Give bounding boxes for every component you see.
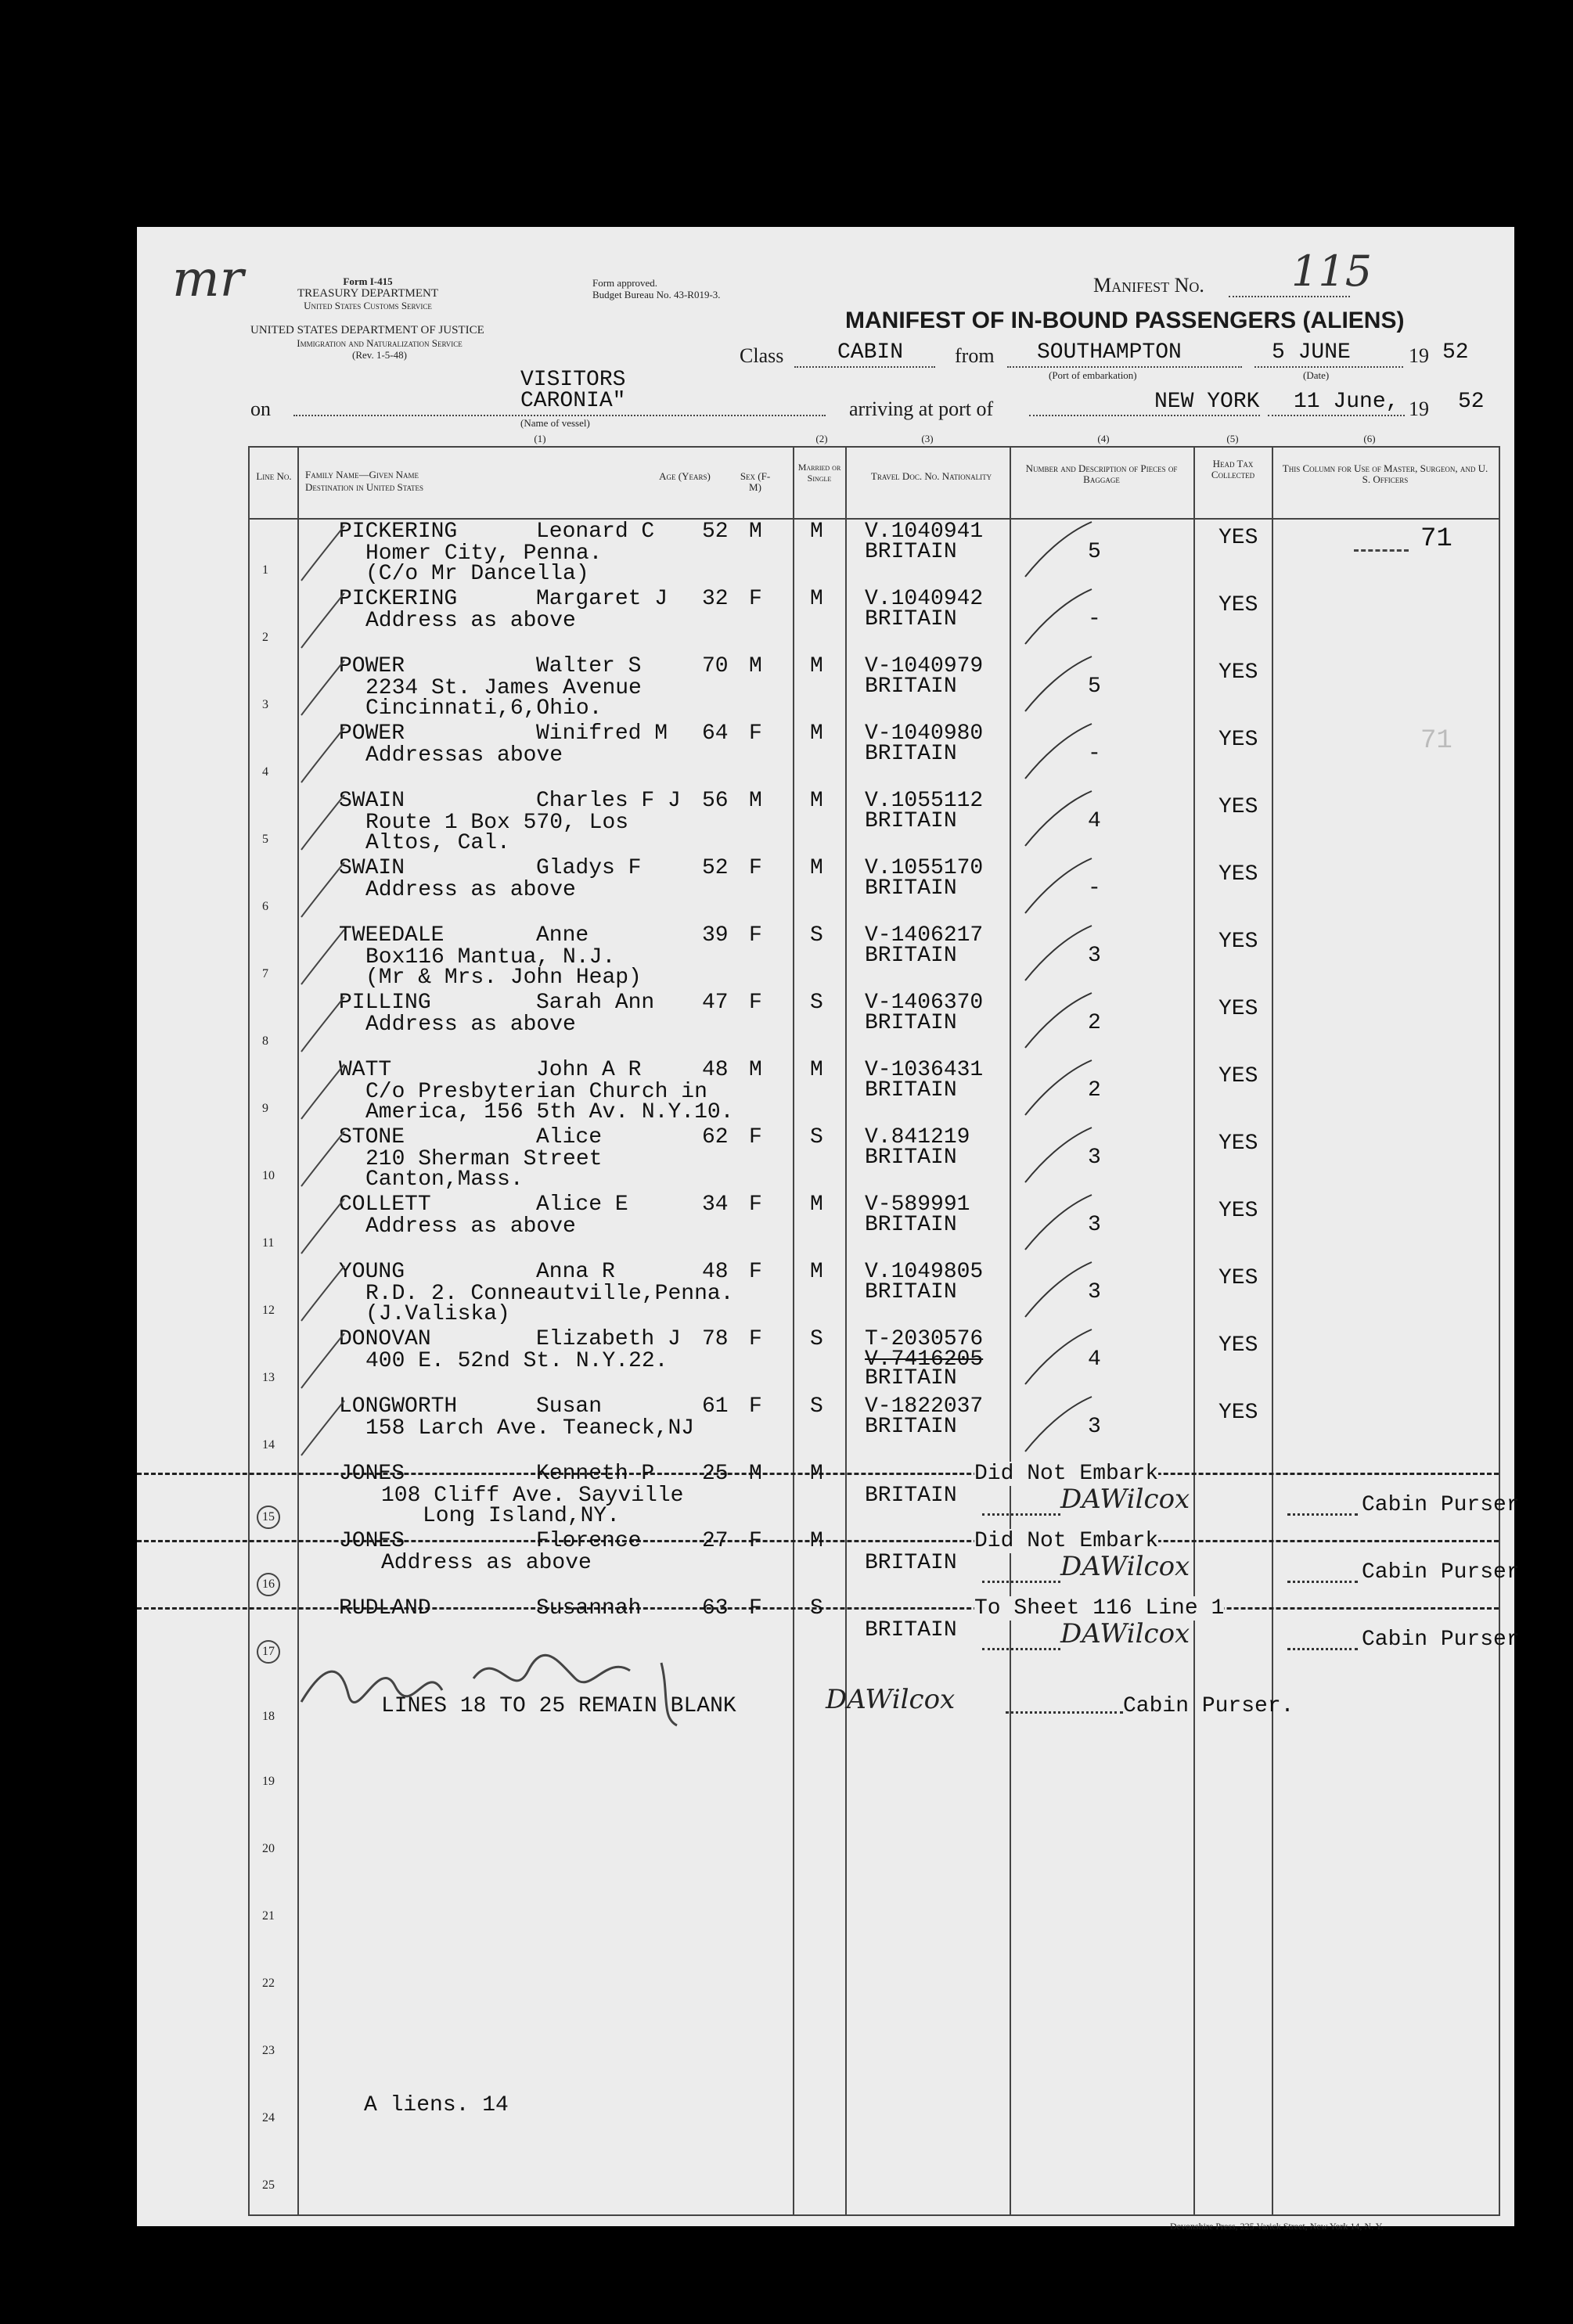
marital-status: M	[810, 1058, 823, 1082]
marital-status: M	[810, 1193, 823, 1217]
address-line-1: Address as above	[381, 1551, 592, 1575]
head-tax: YES	[1218, 1333, 1258, 1358]
line-number: 23	[262, 2044, 275, 2057]
nationality: BRITAIN	[865, 1146, 957, 1170]
address-line-1: Box116 Mantua, N.J.	[365, 945, 616, 970]
marital-status: S	[810, 1394, 823, 1419]
name-tick	[297, 926, 352, 988]
dotted-leader	[1287, 1581, 1358, 1583]
name-tick	[297, 1329, 352, 1392]
sex: F	[749, 1327, 762, 1351]
line-number: 12	[262, 1304, 275, 1317]
sex: F	[749, 721, 762, 746]
sex: F	[749, 1125, 762, 1149]
on-label: on	[250, 398, 271, 420]
line-number: 19	[262, 1775, 275, 1788]
nationality: BRITAIN	[865, 540, 957, 564]
travel-doc-number: V-1040980	[865, 721, 984, 746]
line-number: 11	[262, 1236, 275, 1250]
marital-status: M	[810, 654, 823, 678]
family-name: RUDLAND	[339, 1596, 431, 1621]
handwritten-annotation: ​	[295, 1643, 300, 1675]
col-sex: Sex (F-M)	[740, 470, 771, 493]
officer-note: 71	[1420, 726, 1452, 756]
nationality: BRITAIN	[865, 1484, 957, 1508]
from-label: from	[955, 344, 995, 367]
given-name: Gladys F	[536, 856, 642, 880]
travel-doc-number: V-589991	[865, 1193, 970, 1217]
travel-doc-number: V-1036431	[865, 1058, 984, 1082]
baggage-count: 4	[1088, 809, 1101, 833]
line-number: 20	[262, 1842, 275, 1855]
family-name: DONOVAN	[339, 1327, 431, 1351]
address-line-2: (J.Valiska)	[365, 1302, 510, 1326]
nationality: BRITAIN	[865, 742, 957, 766]
sex: F	[749, 587, 762, 611]
purser-title: Cabin Purser	[1362, 1560, 1520, 1585]
name-tick	[297, 589, 352, 652]
age: 78	[702, 1327, 729, 1351]
nationality: BRITAIN	[865, 1213, 957, 1237]
arrival-year-prefix: 19	[1409, 398, 1429, 420]
check-tick	[1010, 1124, 1096, 1186]
dotted-leader	[982, 1648, 1060, 1650]
col-married: Married or Single	[797, 462, 841, 484]
name-tick	[297, 993, 352, 1056]
address-line-1: 108 Cliff Ave. Sayville	[381, 1484, 684, 1508]
name-tick	[297, 1262, 352, 1325]
baggage-count: 3	[1088, 1213, 1101, 1237]
form-number: Form I-415	[343, 275, 393, 287]
check-tick	[1010, 1258, 1096, 1321]
line-number: 9	[262, 1102, 268, 1115]
embark-status: To Sheet 116 Line 1	[974, 1596, 1225, 1621]
purser-title: Cabin Purser	[1362, 1628, 1520, 1652]
age: 48	[702, 1058, 729, 1082]
purser-signature: DAWilcox	[826, 1684, 956, 1715]
sex: M	[749, 1058, 762, 1082]
nationality: BRITAIN	[865, 876, 957, 901]
age: 48	[702, 1260, 729, 1284]
family-name: PILLING	[339, 991, 431, 1015]
line-number: 24	[262, 2111, 275, 2124]
col-head-tax: Head Tax Collected	[1211, 458, 1255, 480]
dotted-leader	[1287, 1513, 1358, 1516]
col-age: Age (Years)	[659, 470, 711, 482]
embark-port: SOUTHAMPTON	[1037, 340, 1182, 365]
address-line-2: (C/o Mr Dancella)	[365, 562, 589, 586]
nationality: BRITAIN	[865, 809, 957, 833]
baggage-count: 4	[1088, 1347, 1101, 1372]
address-line-1: Addressas above	[365, 743, 563, 768]
col-travel-doc: Travel Doc. No. Nationality	[870, 470, 992, 482]
baggage-count: 3	[1088, 1146, 1101, 1170]
name-tick	[297, 858, 352, 921]
arriving-label: arriving at port of	[849, 398, 994, 420]
sex: F	[749, 1260, 762, 1284]
manifest-sheet	[137, 227, 1520, 2232]
dotted-leader	[1287, 1648, 1358, 1650]
family-name: PICKERING	[339, 520, 458, 544]
address-line-1: Route 1 Box 570, Los	[365, 811, 629, 835]
sex: M	[749, 654, 762, 678]
customs-label: United States Customs Service	[304, 300, 432, 311]
given-name: Kenneth P	[536, 1462, 655, 1486]
dotted-leader	[982, 1513, 1060, 1516]
age: 56	[702, 789, 729, 813]
head-tax: YES	[1218, 728, 1258, 752]
line-number: 14	[262, 1438, 275, 1452]
baggage-count: -	[1088, 607, 1101, 631]
line-number: 25	[262, 2178, 275, 2192]
check-tick	[1010, 1191, 1096, 1254]
given-name: Anne	[536, 923, 589, 948]
marital-status: S	[810, 1327, 823, 1351]
sex: M	[749, 789, 762, 813]
officer-note: 71	[1420, 524, 1452, 554]
line-number: 4	[262, 765, 268, 779]
line-number: 13	[262, 1371, 275, 1384]
travel-doc-number: V.1040942	[865, 587, 984, 611]
line-number: 16	[257, 1573, 280, 1596]
embark-status: Did Not Embark	[974, 1529, 1159, 1553]
vessel-caption: (Name of vessel)	[520, 417, 590, 429]
travel-doc-number: V-1822037	[865, 1394, 984, 1419]
treasury-label: TREASURY DEPARTMENT	[297, 287, 439, 300]
line-number: 10	[262, 1169, 275, 1182]
address-line-1: Address as above	[365, 878, 576, 902]
purser-signature: DAWilcox	[1060, 1551, 1190, 1582]
head-tax: YES	[1218, 593, 1258, 617]
port-caption: (Port of embarkation)	[1049, 369, 1137, 381]
given-name: Sarah Ann	[536, 991, 655, 1015]
check-tick	[1010, 854, 1096, 917]
sex: F	[749, 856, 762, 880]
check-tick	[1010, 1393, 1096, 1455]
budget-bureau: Budget Bureau No. 43-R019-3.	[592, 289, 721, 300]
marital-status: S	[810, 923, 823, 948]
arrival-year: 52	[1458, 390, 1485, 414]
head-tax: YES	[1218, 526, 1258, 550]
col-destination: Destination in United States	[305, 481, 424, 493]
handwritten-scribble	[293, 1631, 700, 1733]
form-approved: Form approved.	[592, 277, 658, 289]
printer-imprint: Devonshire Press, 225 Varick Street, New York 14, N. Y.	[1170, 2221, 1384, 2232]
family-name: JONES	[339, 1529, 405, 1553]
given-name: Winifred M	[536, 721, 668, 746]
family-name: TWEEDALE	[339, 923, 445, 948]
sex: M	[749, 520, 762, 544]
sex: F	[749, 991, 762, 1015]
check-tick	[1010, 1326, 1096, 1388]
address-line-1: 2234 St. James Avenue	[365, 676, 642, 700]
head-tax: YES	[1218, 997, 1258, 1021]
visitors-label: VISITORS	[520, 368, 626, 392]
given-name: Susannah	[536, 1596, 642, 1621]
given-name: Elizabeth J	[536, 1327, 681, 1351]
baggage-count: 3	[1088, 1415, 1101, 1439]
head-tax: YES	[1218, 1266, 1258, 1290]
year-prefix: 19	[1409, 344, 1429, 367]
dotted-mark	[1354, 549, 1409, 552]
marital-status: M	[810, 789, 823, 813]
age: 52	[702, 520, 729, 544]
given-name: Leonard C	[536, 520, 655, 544]
name-tick	[297, 522, 352, 585]
rev-label: (Rev. 1-5-48)	[352, 349, 407, 361]
age: 27	[702, 1529, 729, 1553]
age: 64	[702, 721, 729, 746]
sex: M	[749, 1462, 762, 1486]
age: 52	[702, 856, 729, 880]
head-tax: YES	[1218, 862, 1258, 887]
head-tax: YES	[1218, 1401, 1258, 1425]
marital-status: M	[810, 587, 823, 611]
col-num: (2)	[815, 433, 828, 444]
head-tax: YES	[1218, 795, 1258, 819]
baggage-count: 3	[1088, 1280, 1101, 1304]
class-label: Class	[740, 344, 784, 367]
line-number: 22	[262, 1977, 275, 1990]
address-line-2: Canton,Mass.	[365, 1167, 524, 1192]
marital-status: M	[810, 520, 823, 544]
line-number: 3	[262, 698, 268, 711]
check-tick	[1010, 922, 1096, 984]
family-name: STONE	[339, 1125, 405, 1149]
family-name: SWAIN	[339, 789, 405, 813]
travel-doc-number: V-1406370	[865, 991, 984, 1015]
name-tick	[297, 1195, 352, 1257]
aliens-count: A liens. 14	[364, 2093, 509, 2117]
col-baggage: Number and Description of Pieces of Baggage	[1025, 462, 1178, 485]
marital-status: M	[810, 1529, 823, 1553]
baggage-count: 5	[1088, 675, 1101, 699]
baggage-count: 5	[1088, 540, 1101, 564]
marital-status: S	[810, 991, 823, 1015]
line-number: 21	[262, 1909, 275, 1923]
age: 47	[702, 991, 729, 1015]
justice-label: UNITED STATES DEPARTMENT OF JUSTICE	[250, 324, 484, 336]
check-tick	[1010, 989, 1096, 1052]
address-line-1: C/o Presbyterian Church in	[365, 1080, 707, 1104]
baggage-count: 3	[1088, 944, 1101, 968]
line-number: 7	[262, 967, 268, 980]
name-tick	[297, 1060, 352, 1123]
head-tax: YES	[1218, 930, 1258, 954]
travel-doc-number: V.1055170	[865, 856, 984, 880]
family-name: PICKERING	[339, 587, 458, 611]
given-name: Anna R	[536, 1260, 615, 1284]
travel-doc-number: V-1040979	[865, 654, 984, 678]
purser-signature: DAWilcox	[1060, 1618, 1190, 1649]
check-tick	[1010, 653, 1096, 715]
sex: F	[749, 1529, 762, 1553]
line-number: 5	[262, 833, 268, 846]
purser-title: Cabin Purser.	[1123, 1694, 1294, 1718]
age: 39	[702, 923, 729, 948]
marital-status: S	[810, 1596, 823, 1621]
marital-status: M	[810, 721, 823, 746]
family-name: JONES	[339, 1462, 405, 1486]
nationality: BRITAIN	[865, 1551, 957, 1575]
address-line-2: America, 156 5th Av. N.Y.10.	[365, 1100, 734, 1124]
ins-label: Immigration and Naturalization Service	[297, 337, 463, 349]
age: 62	[702, 1125, 729, 1149]
name-tick	[297, 791, 352, 854]
col-num: (1)	[534, 433, 546, 444]
arrival-port: NEW YORK	[1154, 390, 1260, 414]
address-line-2: Long Island,NY.	[423, 1504, 621, 1528]
given-name: John A R	[536, 1058, 642, 1082]
address-line-1: R.D. 2. Conneautville,Penna.	[365, 1282, 734, 1306]
age: 25	[702, 1462, 729, 1486]
given-name: Susan	[536, 1394, 603, 1419]
col-num: (4)	[1097, 433, 1110, 444]
marital-status: S	[810, 1125, 823, 1149]
age: 63	[702, 1596, 729, 1621]
col-officers: This Column for Use of Master, Surgeon, and U. S. Officers	[1282, 462, 1488, 485]
baggage-count: -	[1088, 742, 1101, 766]
address-line-1: 158 Larch Ave. Teaneck,NJ	[365, 1416, 695, 1441]
address-line-1: 400 E. 52nd St. N.Y.22.	[365, 1349, 668, 1373]
travel-doc-number: V.1055112	[865, 789, 984, 813]
head-tax: YES	[1218, 660, 1258, 685]
family-name: POWER	[339, 654, 405, 678]
given-name: Margaret J	[536, 587, 668, 611]
purser-title: Cabin Purser	[1362, 1493, 1520, 1517]
baggage-count: -	[1088, 876, 1101, 901]
check-tick	[1010, 518, 1096, 581]
nationality: BRITAIN	[865, 1280, 957, 1304]
family-name: SWAIN	[339, 856, 405, 880]
family-name: POWER	[339, 721, 405, 746]
blank-lines-note: LINES 18 TO 25 REMAIN BLANK	[381, 1694, 736, 1718]
sex: F	[749, 1394, 762, 1419]
travel-doc-number: V.841219	[865, 1125, 970, 1149]
family-name: YOUNG	[339, 1260, 405, 1284]
address-line-2: Cincinnati,6,Ohio.	[365, 696, 603, 721]
col-name: Family Name—Given Name	[305, 469, 419, 480]
baggage-count: 2	[1088, 1011, 1101, 1035]
date-caption: (Date)	[1303, 369, 1330, 381]
line-number: 8	[262, 1034, 268, 1048]
sex: F	[749, 1596, 762, 1621]
line-number: 2	[262, 631, 268, 644]
given-name: Walter S	[536, 654, 642, 678]
line-number: 6	[262, 900, 268, 913]
check-tick	[1010, 787, 1096, 850]
travel-doc-number: V.1049805	[865, 1260, 984, 1284]
nationality: BRITAIN	[865, 1618, 957, 1642]
name-tick	[297, 724, 352, 786]
travel-doc-number: V-1406217	[865, 923, 984, 948]
dotted-leader	[982, 1581, 1060, 1583]
purser-signature: DAWilcox	[1060, 1484, 1190, 1515]
age: 32	[702, 587, 729, 611]
age: 70	[702, 654, 729, 678]
given-name: Alice E	[536, 1193, 628, 1217]
address-line-2: (Mr & Mrs. John Heap)	[365, 966, 642, 990]
nationality: BRITAIN	[865, 1415, 957, 1439]
line-number: 17	[257, 1640, 280, 1664]
col-num: (3)	[921, 433, 934, 444]
sex: F	[749, 1193, 762, 1217]
corner-initial: mr	[172, 250, 244, 308]
manifest-number: 115	[1291, 246, 1373, 296]
nationality: BRITAIN	[865, 607, 957, 631]
head-tax: YES	[1218, 1131, 1258, 1156]
sex: F	[749, 923, 762, 948]
check-tick	[1010, 585, 1096, 648]
nationality: BRITAIN	[865, 1078, 957, 1103]
col-num: (6)	[1363, 433, 1376, 444]
family-name: WATT	[339, 1058, 392, 1082]
vessel-name: CARONIA"	[520, 389, 626, 413]
class-value: CABIN	[837, 340, 904, 365]
marital-status: M	[810, 1462, 823, 1486]
address-line-1: 210 Sherman Street	[365, 1147, 603, 1171]
line-number: 15	[257, 1506, 280, 1529]
head-tax: YES	[1218, 1199, 1258, 1223]
family-name: COLLETT	[339, 1193, 431, 1217]
arrival-date: 11 June,	[1294, 390, 1399, 414]
line-number: 18	[262, 1710, 275, 1723]
address-line-1: Address as above	[365, 1013, 576, 1037]
address-line-1: Address as above	[365, 609, 576, 633]
travel-doc-number: V.1040941	[865, 520, 984, 544]
marital-status: M	[810, 1260, 823, 1284]
embark-date: 5 JUNE	[1272, 340, 1351, 365]
given-name: Alice	[536, 1125, 603, 1149]
nationality: BRITAIN	[865, 675, 957, 699]
nationality: BRITAIN	[865, 1011, 957, 1035]
embark-year: 52	[1442, 340, 1469, 365]
nationality: BRITAIN	[865, 944, 957, 968]
col-num: (5)	[1226, 433, 1239, 444]
travel-doc-struck: V.7416205	[865, 1347, 984, 1372]
baggage-count: 2	[1088, 1078, 1101, 1103]
age: 34	[702, 1193, 729, 1217]
name-tick	[297, 1128, 352, 1190]
given-name: Florence	[536, 1529, 642, 1553]
manifest-title: MANIFEST OF IN-BOUND PASSENGERS (ALIENS)	[845, 308, 1405, 333]
manifest-no-label: Manifest No.	[1093, 274, 1204, 297]
address-line-2: Altos, Cal.	[365, 831, 510, 855]
given-name: Charles F J	[536, 789, 681, 813]
name-tick	[297, 657, 352, 719]
head-tax: YES	[1218, 1064, 1258, 1088]
travel-doc-number: T-2030576	[865, 1327, 984, 1351]
marital-status: M	[810, 856, 823, 880]
col-line-no: Line No.	[256, 470, 292, 482]
family-name: LONGWORTH	[339, 1394, 458, 1419]
address-line-1: Address as above	[365, 1214, 576, 1239]
name-tick	[297, 1397, 352, 1459]
check-tick	[1010, 1056, 1096, 1119]
address-line-1: Homer City, Penna.	[365, 541, 603, 566]
embark-status: Did Not Embark	[974, 1462, 1159, 1486]
age: 61	[702, 1394, 729, 1419]
check-tick	[1010, 720, 1096, 782]
nationality: BRITAIN	[865, 1366, 957, 1390]
line-number: 1	[262, 563, 268, 577]
